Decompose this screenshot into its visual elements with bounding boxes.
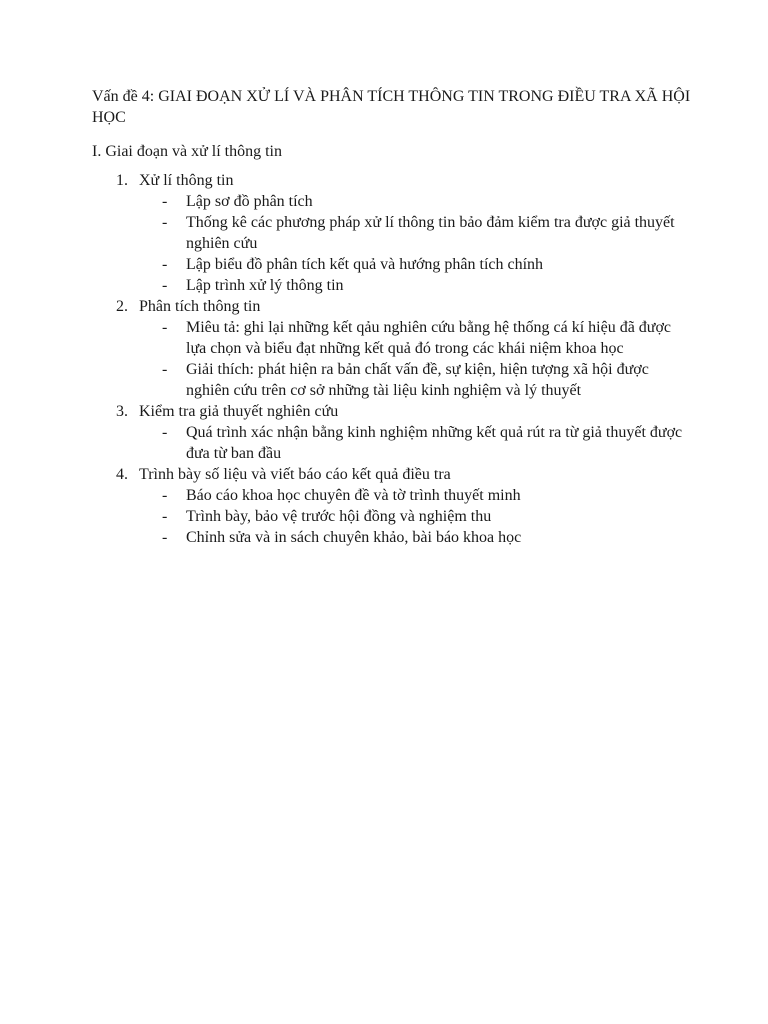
sub-list-item-text: Trình bày, bảo vệ trước hội đồng và nghiệm thu — [186, 508, 492, 525]
sub-list — [92, 317, 692, 401]
sub-list-item — [92, 359, 692, 401]
sub-list-item-text: Thống kê các phương pháp xử lí thông tin bảo đảm kiểm tra được giả thuyết nghiên cứu — [186, 214, 675, 252]
sub-list-item-text: Lập sơ đồ phân tích — [186, 193, 313, 210]
outline-item-label: Phân tích thông tin — [139, 298, 261, 315]
sub-list-item — [92, 527, 692, 548]
dash-bullet: - — [162, 319, 168, 336]
sub-list-item — [92, 485, 692, 506]
dash-bullet: - — [162, 214, 168, 231]
dash-bullet: - — [162, 424, 168, 441]
sub-list-item — [92, 212, 692, 254]
sub-list-item-text: Lập biểu đồ phân tích kết quả và hướng phân tích chính — [186, 256, 544, 273]
sub-list-item — [92, 506, 692, 527]
sub-list-item — [92, 254, 692, 275]
sub-list — [92, 191, 692, 296]
dash-bullet: - — [162, 361, 168, 378]
outline-item-heading — [92, 170, 692, 191]
sub-list-item-text: Quá trình xác nhận bằng kinh nghiệm những kết quả rút ra từ giả thuyết được đưa từ ban đầu — [186, 424, 683, 462]
outline-item-heading — [92, 296, 692, 317]
sub-list-item-text: Lập trình xử lý thông tin — [186, 277, 344, 294]
sub-list-item-text: Báo cáo khoa học chuyên đề và tờ trình thuyết minh — [186, 487, 521, 504]
outline-list — [92, 170, 692, 548]
document-title: Vấn đề 4: GIAI ĐOẠN XỬ LÍ VÀ PHÂN TÍCH THÔNG TIN TRONG ĐIỀU TRA XÃ HỘI HỌC — [92, 88, 691, 126]
outline-item-number: 1. — [116, 172, 128, 189]
sub-list-item — [92, 317, 692, 359]
section-heading: I. Giai đoạn và xử lí thông tin — [92, 143, 282, 160]
dash-bullet: - — [162, 277, 168, 294]
sub-list-item — [92, 191, 692, 212]
outline-item-heading — [92, 464, 692, 485]
outline-item-label: Trình bày số liệu và viết báo cáo kết quả điều tra — [139, 466, 451, 483]
dash-bullet: - — [162, 529, 168, 546]
sub-list-item — [92, 422, 692, 464]
outline-item-label: Kiểm tra giả thuyết nghiên cứu — [139, 403, 339, 420]
outline-item — [92, 464, 692, 548]
sub-list-item-text: Chỉnh sửa và in sách chuyên khảo, bài báo khoa học — [186, 529, 522, 546]
outline-item — [92, 170, 692, 296]
sub-list — [92, 485, 692, 548]
sub-list — [92, 422, 692, 464]
outline-item-number: 4. — [116, 466, 128, 483]
outline-item — [92, 296, 692, 401]
dash-bullet: - — [162, 193, 168, 210]
sub-list-item-text: Miêu tả: ghi lại những kết qảu nghiên cứu bằng hệ thống cá kí hiệu đã được lựa chọn và biểu đạt những kết quả đó trong các khái niệm khoa học — [186, 319, 672, 357]
dash-bullet: - — [162, 487, 168, 504]
outline-item-heading — [92, 401, 692, 422]
sub-list-item — [92, 275, 692, 296]
outline-item-number: 3. — [116, 403, 128, 420]
sub-list-item-text: Giải thích: phát hiện ra bản chất vấn đề, sự kiện, hiện tượng xã hội được nghiên cứu trên cơ sở những tài liệu kinh nghiệm và lý thuyết — [186, 361, 649, 399]
outline-item-number: 2. — [116, 298, 128, 315]
dash-bullet: - — [162, 256, 168, 273]
outline-item — [92, 401, 692, 464]
dash-bullet: - — [162, 508, 168, 525]
outline-item-label: Xử lí thông tin — [139, 172, 234, 189]
